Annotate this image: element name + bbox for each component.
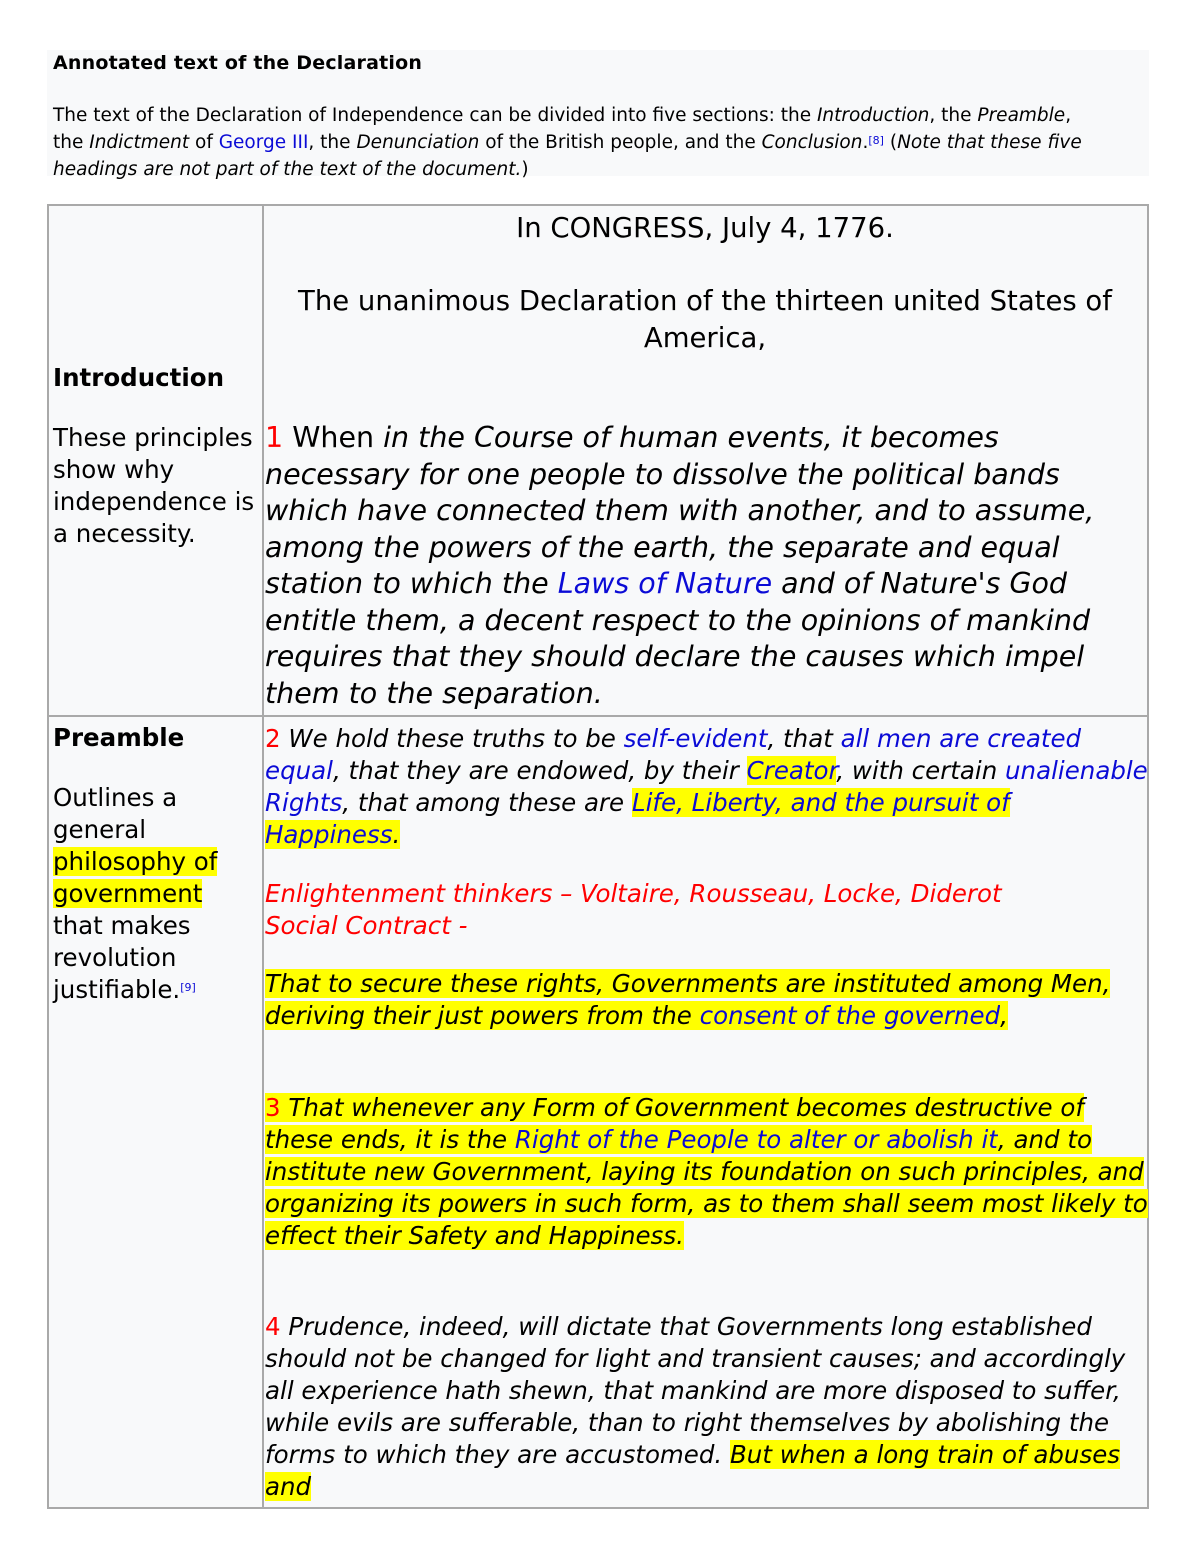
paragraph-number: 4 xyxy=(265,1312,281,1341)
citation-9-link[interactable]: [9] xyxy=(180,981,196,994)
citation-8-link[interactable]: [8] xyxy=(868,134,884,147)
preamble-heading: Preamble xyxy=(53,723,185,752)
laws-of-nature-link[interactable]: Laws of Nature xyxy=(557,567,773,600)
row-divider xyxy=(47,715,1149,717)
preamble-description: Outlines a general philosophy of government that makes revolution justifiable.[9] xyxy=(53,783,218,1004)
introduction-cell xyxy=(53,362,258,550)
all-men-created-equal-link[interactable]: all men are created equal xyxy=(265,724,1082,785)
consent-of-governed-link[interactable]: consent of the governed xyxy=(699,1001,1001,1030)
george-iii-link[interactable]: George III xyxy=(218,132,309,153)
column-divider xyxy=(262,204,264,1509)
paragraph-number: 2 xyxy=(265,724,281,753)
paragraph-number: 1 xyxy=(265,421,284,454)
paragraph-2-continued: That to secure these rights, Governments are instituted among Men, deriving their just powers from the consent of the governed, xyxy=(265,969,1111,1030)
enlightenment-note: Enlightenment thinkers – Voltaire, Rousseau, Locke, Diderot Social Contract - xyxy=(265,879,1002,940)
congress-date: In CONGRESS, July 4, 1776. xyxy=(516,212,894,244)
preamble-cell xyxy=(53,722,258,1006)
unalienable-rights-link[interactable]: unalienable Rights xyxy=(265,756,1148,817)
paragraph-4: 4 Prudence, indeed, will dictate that Governments long established should not be changed for light and transient causes; and accordingly all experience hath shewn, that mankind are more disposed to suffer, while evils are sufferable, than to right themselves by abolishing the forms to which they are accustomed. But when a long train of abuses and xyxy=(265,1312,1126,1501)
paragraph-2: 2 We hold these truths to be self-evident, that all men are created equal, that they are endowed, by their Creator, with certain unalienable Rights, that among these are Life, Liberty, and the pursuit of Happiness. xyxy=(265,724,1148,849)
right-to-alter-link[interactable]: Right of the People to alter or abolish it xyxy=(514,1125,998,1154)
intro-paragraph: The text of the Declaration of Independence can be divided into five sections: the Introduction, the Preamble, the Indictment of George III, the Denunciation of the British people, and the Conclusion.[8] (Note that these five headings are not part of the text of the document.) xyxy=(53,105,1082,180)
introduction-heading: Introduction xyxy=(53,363,225,392)
paragraph-3: 3 That whenever any Form of Government becomes destructive of these ends, it is the Right of the People to alter or abolish it, and to institute new Government, laying its foundation on such principles, and organizing its powers in such form, as to them shall seem most likely to effect their Safety and Happiness. xyxy=(265,1093,1148,1250)
life-liberty-happiness-link[interactable]: Life, Liberty, and the pursuit of Happiness xyxy=(265,788,1010,849)
paragraph-number: 3 xyxy=(265,1093,281,1122)
declaration-title: The unanimous Declaration of the thirteen united States of America, xyxy=(298,285,1112,354)
creator-link[interactable]: Creator xyxy=(746,756,837,785)
paragraph-1: 1 When in the Course of human events, it becomes necessary for one people to dissolve the political bands which have connected them with another, and to assume, among the powers of the earth, the separate and equal station to which the Laws of Nature and of Nature's God entitle them, a decent respect to the opinions of mankind requires that they should declare the causes which impel them to the separation. xyxy=(265,421,1095,710)
introduction-description: These principles show why independence is a necessity. xyxy=(53,423,255,548)
page-title: Annotated text of the Declaration xyxy=(53,52,423,74)
self-evident-link[interactable]: self-evident xyxy=(623,724,768,753)
